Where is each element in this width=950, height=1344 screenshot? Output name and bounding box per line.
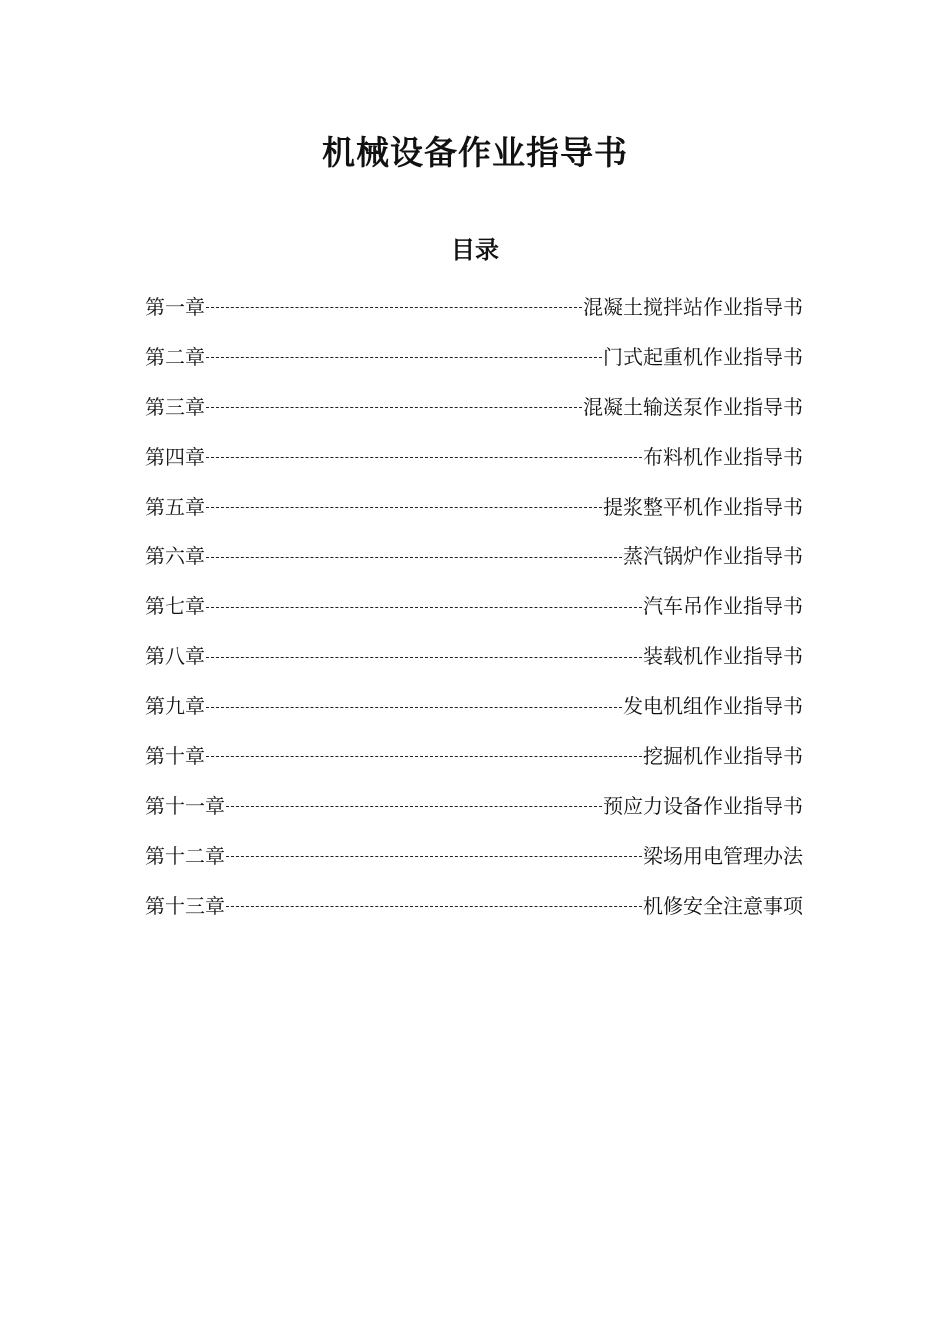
toc-chapter-number: 第十一章 bbox=[145, 793, 225, 818]
toc-entry[interactable] bbox=[145, 881, 803, 931]
toc-chapter-title: 发电机组作业指导书 bbox=[623, 694, 803, 719]
toc-leader-line bbox=[206, 307, 582, 308]
toc-chapter-title: 蒸汽锅炉作业指导书 bbox=[623, 544, 803, 569]
toc-chapter-number: 第五章 bbox=[145, 494, 205, 519]
toc-chapter-title: 门式起重机作业指导书 bbox=[603, 344, 803, 369]
toc-chapter-title: 预应力设备作业指导书 bbox=[603, 793, 803, 818]
toc-entry[interactable] bbox=[145, 681, 803, 731]
toc-entry[interactable] bbox=[145, 581, 803, 631]
toc-chapter-title: 挖掘机作业指导书 bbox=[643, 743, 803, 768]
toc-chapter-title: 机修安全注意事项 bbox=[643, 893, 803, 918]
toc-entry[interactable] bbox=[145, 432, 803, 482]
toc-leader-line bbox=[226, 806, 602, 807]
toc-entry[interactable] bbox=[145, 831, 803, 881]
toc-entry[interactable] bbox=[145, 631, 803, 681]
toc-chapter-title: 混凝土搅拌站作业指导书 bbox=[583, 294, 803, 319]
toc-chapter-number: 第十二章 bbox=[145, 843, 225, 868]
toc-chapter-number: 第四章 bbox=[145, 444, 205, 469]
toc-leader-line bbox=[226, 856, 642, 857]
table-of-contents bbox=[145, 282, 803, 931]
toc-chapter-number: 第三章 bbox=[145, 394, 205, 419]
toc-chapter-title: 梁场用电管理办法 bbox=[643, 843, 803, 868]
toc-leader-line bbox=[206, 756, 642, 757]
document-title: 机械设备作业指导书 bbox=[322, 133, 628, 172]
toc-entry[interactable] bbox=[145, 531, 803, 581]
toc-entry[interactable] bbox=[145, 282, 803, 332]
toc-chapter-title: 装载机作业指导书 bbox=[643, 644, 803, 669]
toc-leader-line bbox=[206, 657, 642, 658]
toc-chapter-number: 第八章 bbox=[145, 644, 205, 669]
toc-chapter-number: 第六章 bbox=[145, 544, 205, 569]
toc-leader-line bbox=[226, 906, 642, 907]
toc-entry[interactable] bbox=[145, 781, 803, 831]
toc-entry[interactable] bbox=[145, 482, 803, 532]
toc-heading: 目录 bbox=[451, 235, 499, 264]
toc-leader-line bbox=[206, 557, 622, 558]
toc-leader-line bbox=[206, 407, 582, 408]
toc-leader-line bbox=[206, 357, 602, 358]
toc-chapter-title: 提浆整平机作业指导书 bbox=[603, 494, 803, 519]
toc-chapter-number: 第十章 bbox=[145, 743, 205, 768]
toc-chapter-number: 第九章 bbox=[145, 694, 205, 719]
toc-chapter-number: 第七章 bbox=[145, 594, 205, 619]
toc-chapter-title: 汽车吊作业指导书 bbox=[643, 594, 803, 619]
toc-chapter-number: 第二章 bbox=[145, 344, 205, 369]
toc-leader-line bbox=[206, 457, 642, 458]
toc-entry[interactable] bbox=[145, 731, 803, 781]
toc-entry[interactable] bbox=[145, 332, 803, 382]
toc-leader-line bbox=[206, 507, 602, 508]
toc-leader-line bbox=[206, 707, 622, 708]
toc-chapter-number: 第一章 bbox=[145, 294, 205, 319]
toc-chapter-number: 第十三章 bbox=[145, 893, 225, 918]
toc-leader-line bbox=[206, 607, 642, 608]
toc-entry[interactable] bbox=[145, 382, 803, 432]
toc-chapter-title: 混凝土输送泵作业指导书 bbox=[583, 394, 803, 419]
toc-chapter-title: 布料机作业指导书 bbox=[643, 444, 803, 469]
